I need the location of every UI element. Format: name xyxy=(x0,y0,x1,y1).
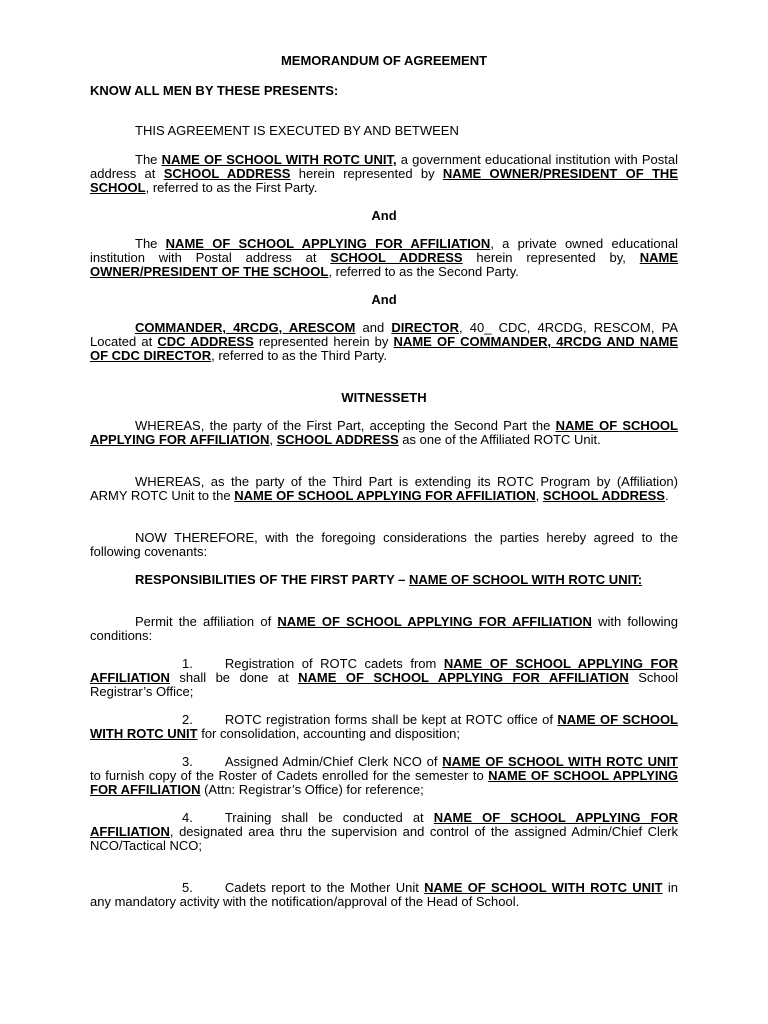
condition-item-2: 2. ROTC registration forms shall be kept at ROTC office of NAME OF SCHOOL WITH ROTC UNIT for consolidation, accounting and disposition; xyxy=(90,712,678,741)
responsibilities-heading: RESPONSIBILITIES OF THE FIRST PARTY – NAME OF SCHOOL WITH ROTC UNIT: xyxy=(135,572,643,587)
condition-number: 5. xyxy=(182,880,193,895)
permit-paragraph: Permit the affiliation of NAME OF SCHOOL APPLYING FOR AFFILIATION with following conditions: xyxy=(90,614,678,643)
document-title: MEMORANDUM OF AGREEMENT xyxy=(280,53,488,68)
first-party-representative: NAME OWNER/PRESIDENT OF THE SCHOOL xyxy=(90,166,678,195)
and-separator-1: And xyxy=(371,208,397,223)
whereas-paragraph-1: WHEREAS, the party of the First Part, accepting the Second Part the NAME OF SCHOOL APPLYING FOR AFFILIATION, SCHOOL ADDRESS as one of the Affiliated ROTC Unit. xyxy=(90,418,678,447)
first-party-name: NAME OF SCHOOL WITH ROTC UNIT, xyxy=(161,152,397,167)
condition-item-5: 5. Cadets report to the Mother Unit NAME OF SCHOOL WITH ROTC UNIT in any mandatory activity with the notification/approval of the Head of School. xyxy=(90,880,679,909)
third-party-name-2: DIRECTOR xyxy=(391,320,460,335)
condition-number: 4. xyxy=(182,810,193,825)
witnesseth-heading: WITNESSETH xyxy=(341,390,427,405)
first-party-paragraph: The NAME OF SCHOOL WITH ROTC UNIT, a government educational institution with Postal address at SCHOOL ADDRESS herein represented by NAME OWNER/PRESIDENT OF THE SCHOOL, referred to as the First Party. xyxy=(90,152,679,195)
first-party-address: SCHOOL ADDRESS xyxy=(163,166,291,181)
whereas-paragraph-2: WHEREAS, as the party of the Third Part is extending its ROTC Program by (Affiliation) ARMY ROTC Unit to the NAME OF SCHOOL APPLYING FOR AFFILIATION, SCHOOL ADDRESS. xyxy=(90,474,678,503)
third-party-representative: NAME OF COMMANDER, 4RCDG AND NAME OF CDC DIRECTOR xyxy=(90,334,678,363)
opening-line: KNOW ALL MEN BY THESE PRESENTS: xyxy=(90,83,339,98)
condition-number: 2. xyxy=(182,712,193,727)
second-party-address: SCHOOL ADDRESS xyxy=(330,250,463,265)
second-party-representative: NAME OWNER/PRESIDENT OF THE SCHOOL xyxy=(90,250,679,279)
second-party-paragraph: The NAME OF SCHOOL APPLYING FOR AFFILIATION, a private owned educational institution with Postal address at SCHOOL ADDRESS herein represented by, NAME OWNER/PRESIDENT OF THE SCHOOL, referred to as the Second Party. xyxy=(90,236,679,279)
condition-number: 1. xyxy=(182,656,193,671)
condition-number: 3. xyxy=(182,754,193,769)
now-therefore-paragraph: NOW THEREFORE, with the foregoing considerations the parties hereby agreed to the following covenants: xyxy=(90,530,678,559)
condition-item-4: 4. Training shall be conducted at NAME OF SCHOOL APPLYING FOR AFFILIATION, designated area thru the supervision and control of the assigned Admin/Chief Clerk NCO/Tactical NCO; xyxy=(90,810,679,853)
condition-item-3: 3. Assigned Admin/Chief Clerk NCO of NAME OF SCHOOL WITH ROTC UNIT to furnish copy of the Roster of Cadets enrolled for the semester to NAME OF SCHOOL APPLYING FOR AFFILIATION (Attn: Registrar’s Office) for reference; xyxy=(90,754,678,797)
third-party-address: CDC ADDRESS xyxy=(157,334,254,349)
third-party-paragraph: COMMANDER, 4RCDG, ARESCOM and DIRECTOR, 40_ CDC, 4RCDG, RESCOM, PA Located at CDC ADDRESS represented herein by NAME OF COMMANDER, 4RCDG AND NAME OF CDC DIRECTOR, referred to as the Third Party. xyxy=(90,320,678,363)
and-separator-2: And xyxy=(371,292,397,307)
intro-line: THIS AGREEMENT IS EXECUTED BY AND BETWEEN xyxy=(135,123,459,138)
second-party-name: NAME OF SCHOOL APPLYING FOR AFFILIATION xyxy=(165,236,491,251)
third-party-name-1: COMMANDER, 4RCDG, ARESCOM xyxy=(135,320,356,335)
condition-item-1: 1. Registration of ROTC cadets from NAME OF SCHOOL APPLYING FOR AFFILIATION shall be done at NAME OF SCHOOL APPLYING FOR AFFILIATION School Registrar’s Office; xyxy=(90,656,679,699)
